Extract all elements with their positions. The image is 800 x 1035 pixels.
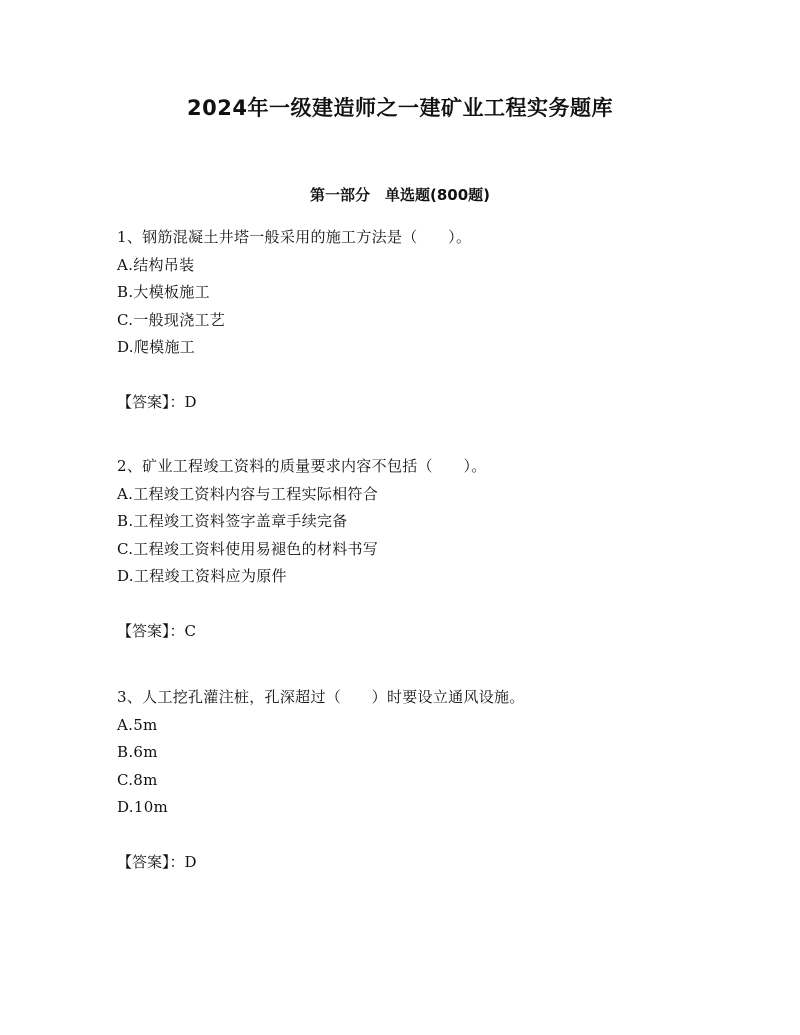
question-1 bbox=[117, 224, 757, 416]
question-stem: 2、矿业工程竣工资料的质量要求内容不包括（ ）。 bbox=[117, 457, 487, 475]
section-title: 第一部分 单选题(800题) bbox=[309, 186, 491, 204]
option-b: B.大模板施工 bbox=[117, 283, 210, 301]
option-c: C.8m bbox=[117, 770, 158, 789]
answer-line: 【答案】：C bbox=[117, 621, 196, 640]
option-a: A.工程竣工资料内容与工程实际相符合 bbox=[117, 484, 379, 503]
document-title: 2024年一级建造师之一建矿业工程实务题库 bbox=[187, 96, 613, 120]
option-c: C.一般现浇工艺 bbox=[117, 310, 226, 329]
question-3 bbox=[117, 684, 757, 876]
question-2 bbox=[117, 453, 757, 645]
option-c: C.工程竣工资料使用易褪色的材料书写 bbox=[117, 539, 379, 558]
question-stem: 3、人工挖孔灌注桩，孔深超过（ ）时要设立通风设施。 bbox=[117, 688, 525, 706]
option-a: A.结构吊装 bbox=[117, 255, 195, 274]
option-a: A.5m bbox=[117, 715, 158, 734]
option-d: D.10m bbox=[117, 798, 169, 816]
option-b: B.工程竣工资料签字盖章手续完备 bbox=[117, 512, 348, 530]
option-b: B.6m bbox=[117, 743, 158, 761]
question-stem: 1、钢筋混凝土井塔一般采用的施工方法是（ ）。 bbox=[117, 228, 472, 246]
option-d: D.爬模施工 bbox=[117, 338, 196, 356]
answer-line: 【答案】：D bbox=[117, 392, 197, 411]
answer-line: 【答案】：D bbox=[117, 852, 197, 871]
option-d: D.工程竣工资料应为原件 bbox=[117, 567, 287, 585]
